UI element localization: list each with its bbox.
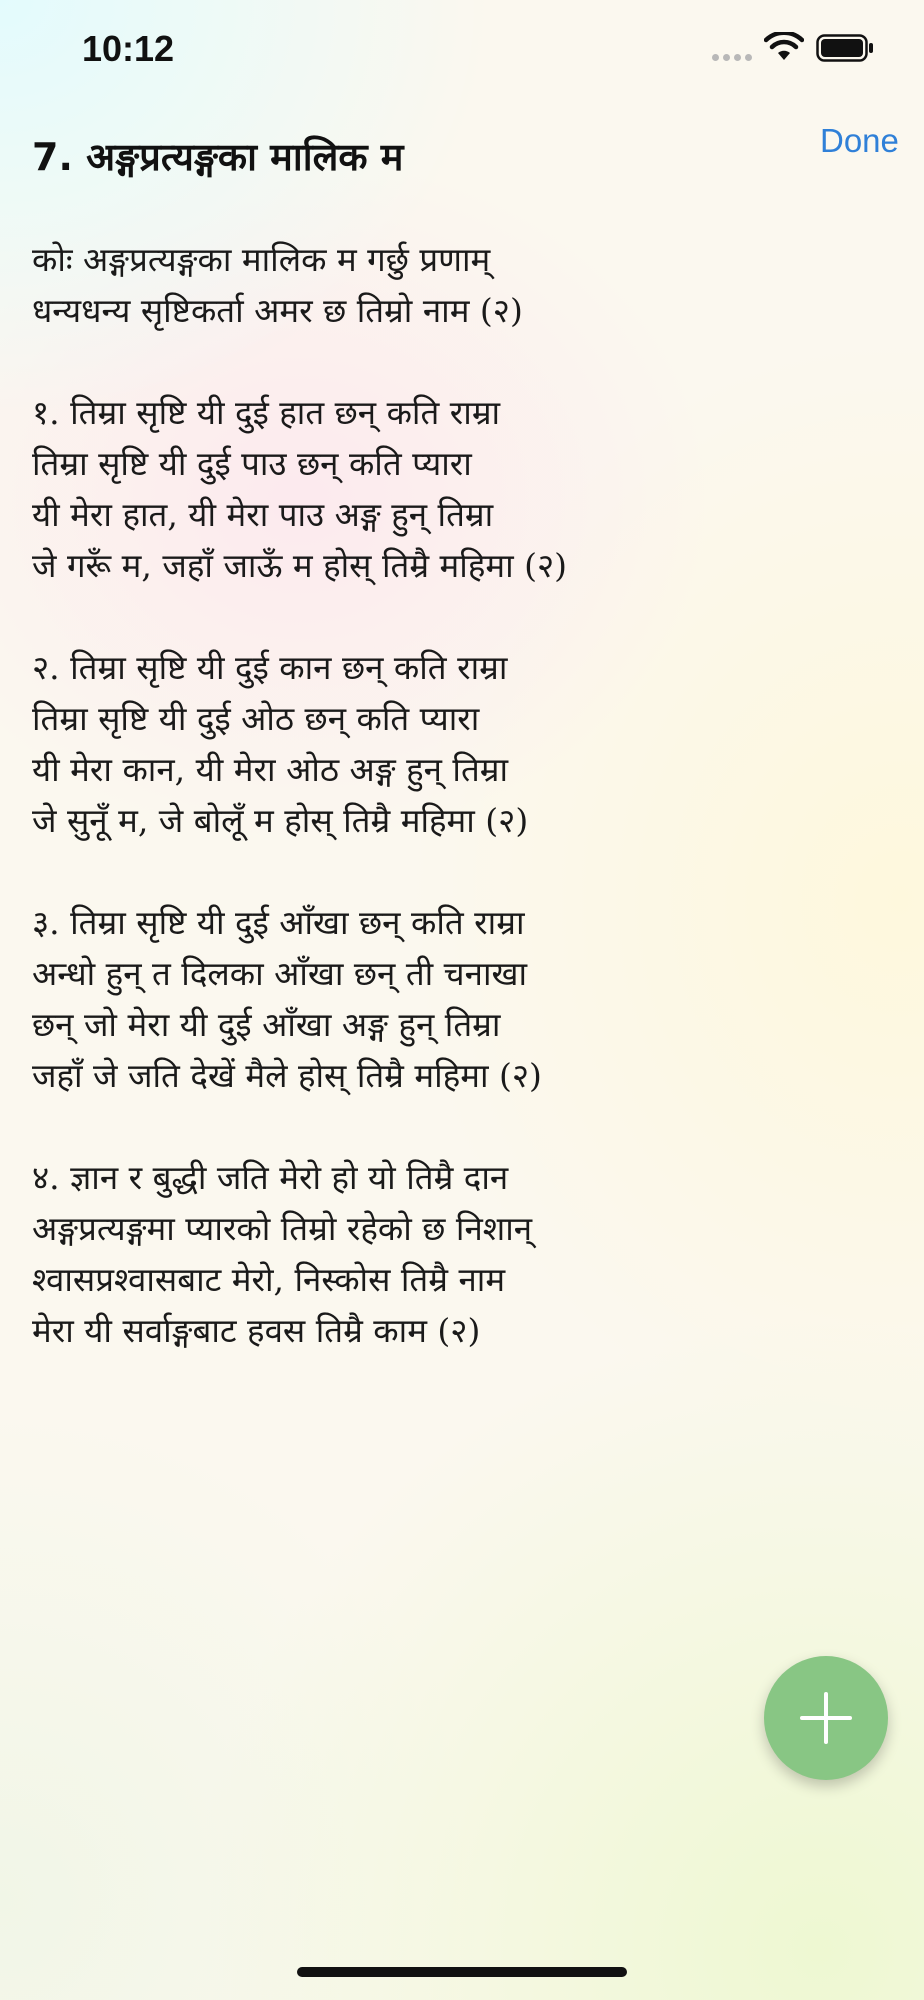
lyric-line: अङ्गप्रत्यङ्गमा प्यारको तिम्रो रहेको छ निशान् <box>32 1209 533 1248</box>
signal-dots-icon <box>712 54 752 61</box>
lyric-line: जे गरूँ म, जहाँ जाऊँ म होस् तिम्रै महिमा (२) <box>32 546 568 585</box>
stanza-1 <box>32 387 892 591</box>
lyric-line: ४. ज्ञान र बुद्धी जति मेरो हो यो तिम्रै दान <box>32 1158 509 1197</box>
wifi-icon <box>764 32 804 62</box>
lyric-line: जहाँ जे जति देखें मैले होस् तिम्रै महिमा (२) <box>32 1056 542 1095</box>
lyric-line: ३. तिम्रा सृष्टि यी दुई आँखा छन् कति राम्रा <box>32 903 525 942</box>
stanza-4 <box>32 1152 892 1356</box>
plus-icon <box>800 1692 852 1744</box>
lyric-line: श्वासप्रश्वासबाट मेरो, निस्कोस तिम्रै नाम <box>32 1260 506 1299</box>
lyric-line: तिम्रा सृष्टि यी दुई ओठ छन् कति प्यारा <box>32 699 480 738</box>
lyric-line: यी मेरा कान, यी मेरा ओठ अङ्ग हुन् तिम्रा <box>32 750 509 789</box>
stanza-3 <box>32 897 892 1101</box>
lyrics-content <box>32 234 892 1407</box>
add-button[interactable] <box>764 1656 888 1780</box>
status-bar <box>0 0 924 100</box>
home-indicator[interactable] <box>297 1967 627 1977</box>
battery-icon <box>816 34 874 62</box>
lyric-line: यी मेरा हात, यी मेरा पाउ अङ्ग हुन् तिम्रा <box>32 495 494 534</box>
lyric-line: छन् जो मेरा यी दुई आँखा अङ्ग हुन् तिम्रा <box>32 1005 501 1044</box>
lyric-line: १. तिम्रा सृष्टि यी दुई हात छन् कति राम्रा <box>32 393 501 432</box>
lyric-line: जे सुनूँ म, जे बोलूँ म होस् तिम्रै महिमा (२) <box>32 801 529 840</box>
done-button[interactable]: Done <box>820 122 899 159</box>
lyric-line: अन्धो हुन् त दिलका आँखा छन् ती चनाखा <box>32 954 528 993</box>
page-title: 7. अङ्गप्रत्यङ्गका मालिक म <box>32 135 404 179</box>
lyric-line: तिम्रा सृष्टि यी दुई पाउ छन् कति प्यारा <box>32 444 472 483</box>
stanza-chorus <box>32 234 892 336</box>
lyric-line: धन्यधन्य सृष्टिकर्ता अमर छ तिम्रो नाम (२) <box>32 291 523 330</box>
lyric-line: २. तिम्रा सृष्टि यी दुई कान छन् कति राम्रा <box>32 648 508 687</box>
stanza-2 <box>32 642 892 846</box>
lyric-line: कोः अङ्गप्रत्यङ्गका मालिक म गर्छु प्रणाम् <box>32 240 491 279</box>
lyric-line: मेरा यी सर्वाङ्गबाट हवस तिम्रै काम (२) <box>32 1311 481 1350</box>
status-time: 10:12 <box>82 28 175 69</box>
